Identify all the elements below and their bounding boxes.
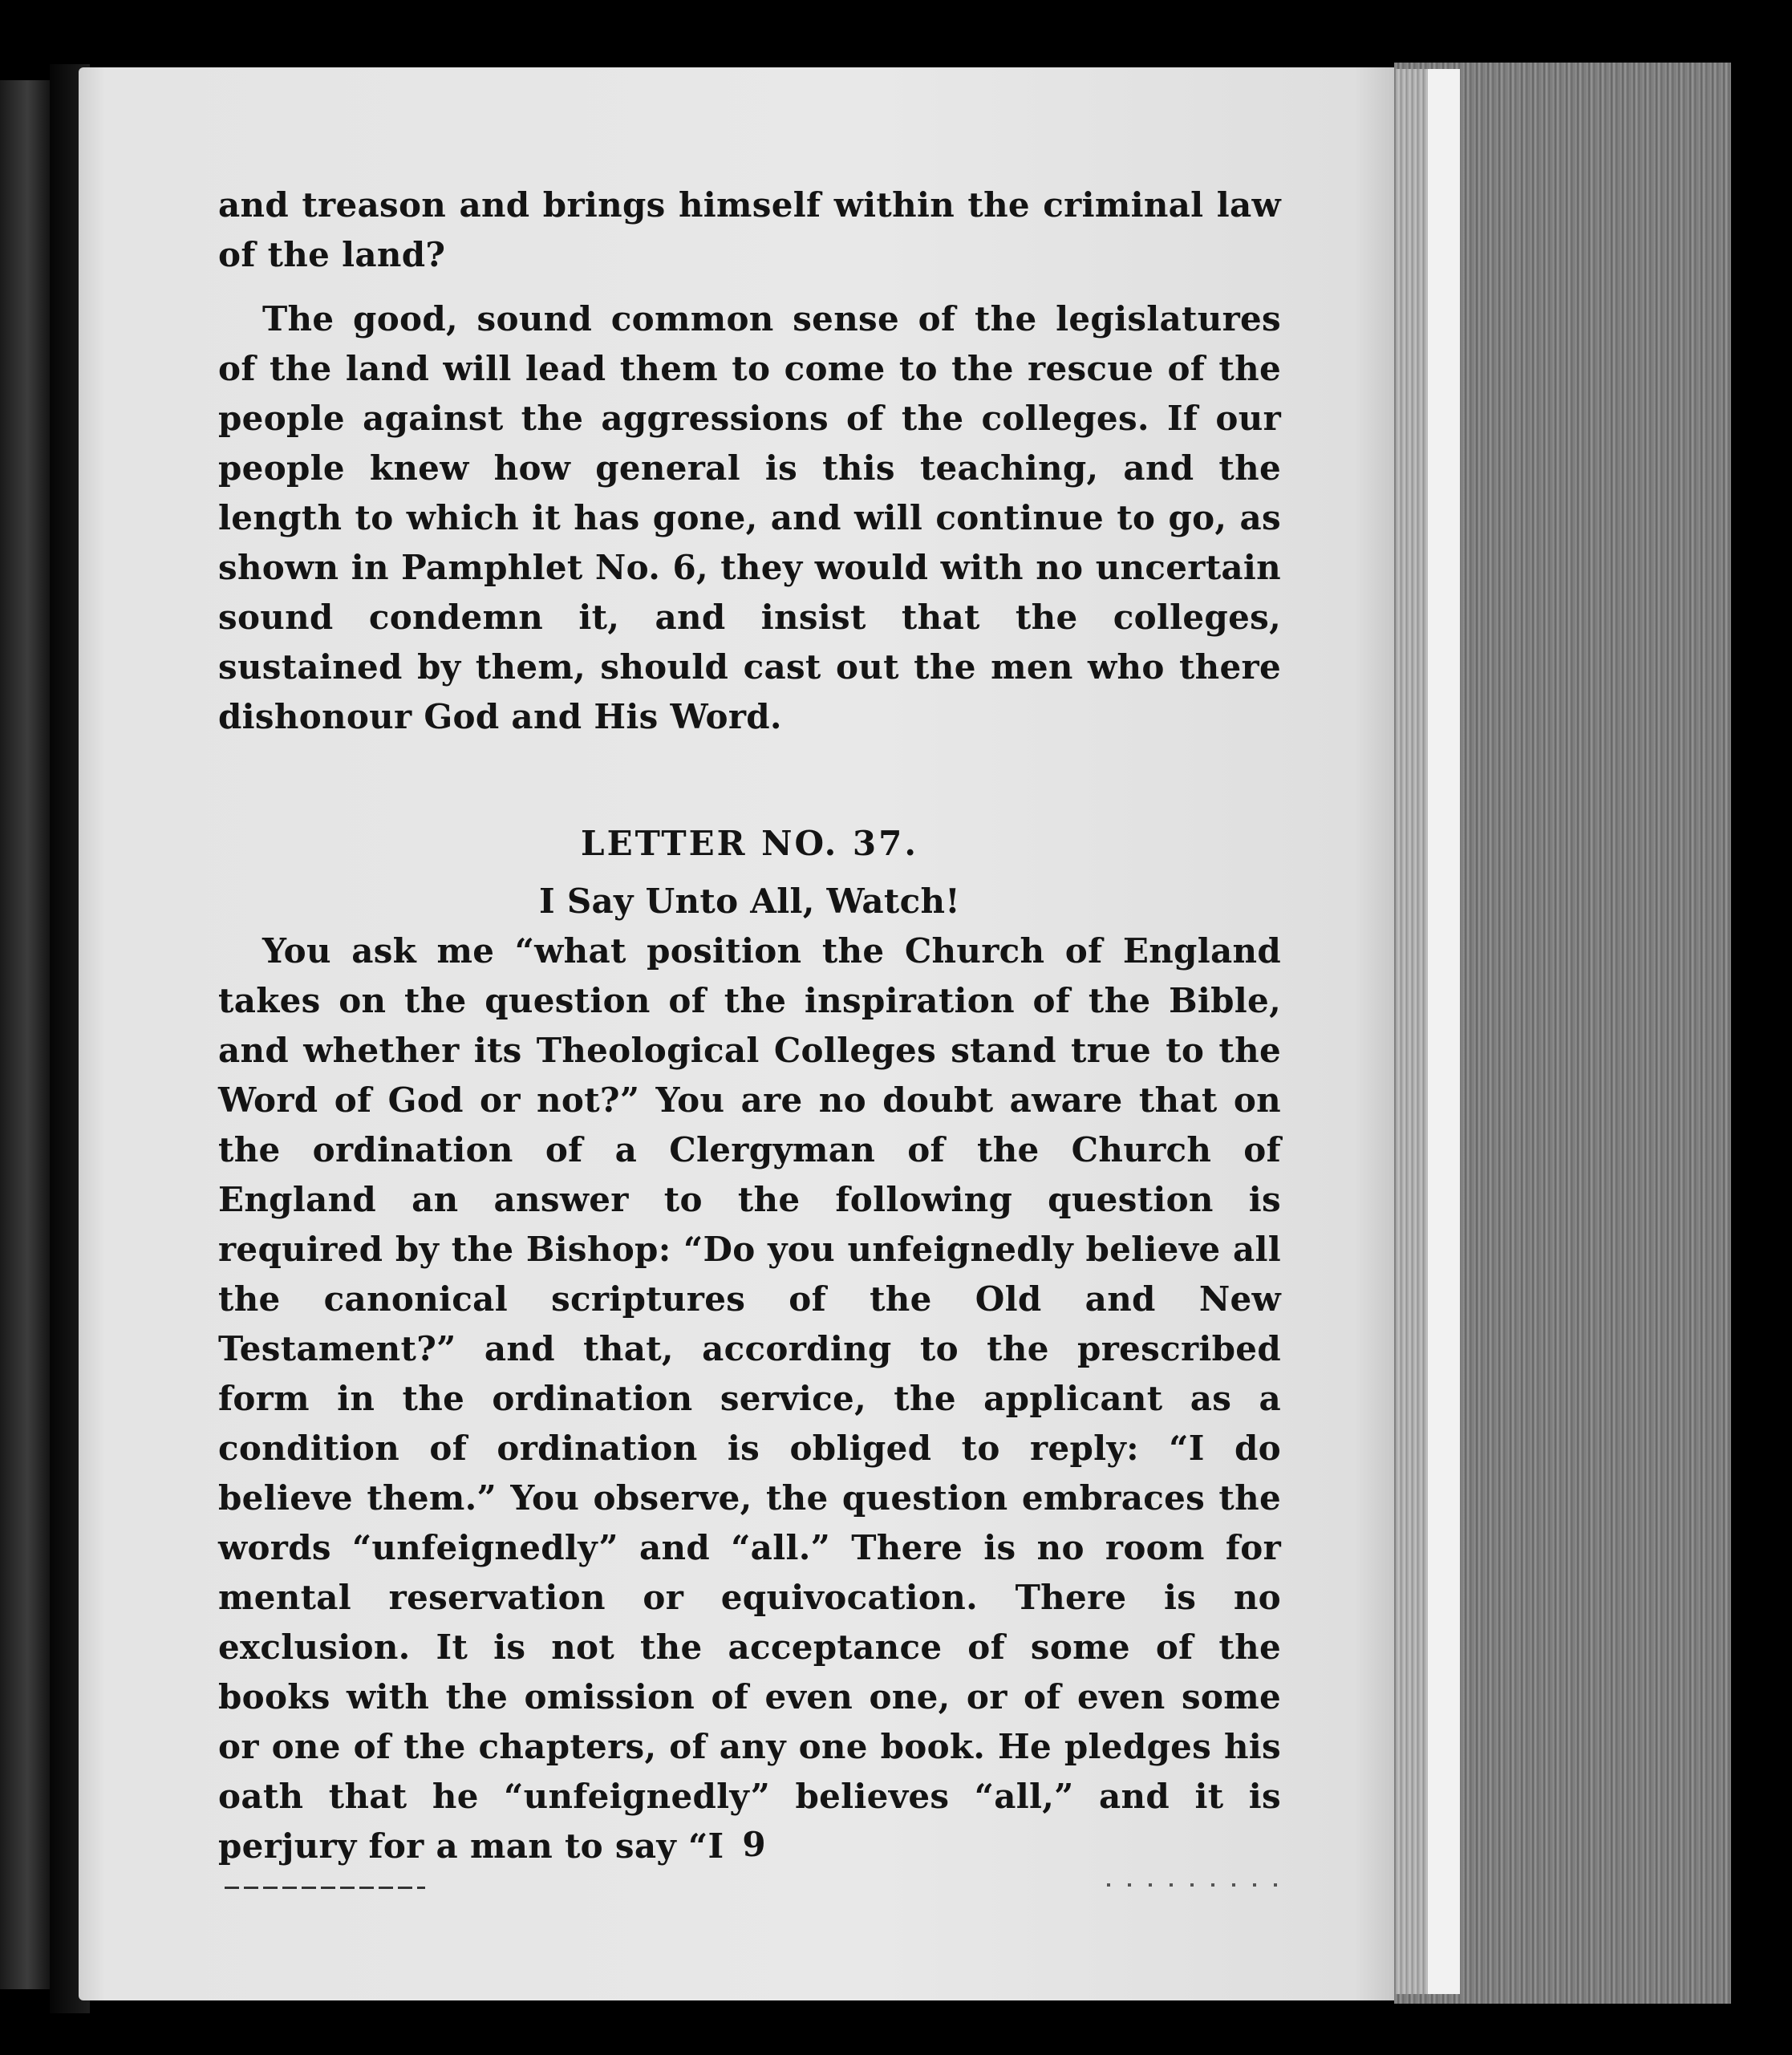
page-number: 9: [742, 1825, 766, 1864]
continued-paragraph: and treason and brings himself within the criminal law of the land?: [218, 185, 1281, 274]
page-edge-highlight: [1428, 69, 1460, 1994]
footer-rule: [225, 1887, 425, 1889]
page-text: [218, 180, 1281, 1871]
letter-title: LETTER NO. 37.: [581, 824, 918, 863]
letter-subtitle: I Say Unto All, Watch!: [538, 882, 961, 921]
left-page-edge: [0, 80, 50, 1989]
paragraph: The good, sound common sense of the legislatures of the land will lead them to come to the rescue of the people against the aggressions of the colleges. If our people knew how general is this teaching, and the length to which it has gone, and will continue to go, as shown in Pamphlet No. 6, they would with no uncertain sound condemn it, and insist that the colleges, sustained by them, should cast out the men who there dishonour God and His Word.: [218, 299, 1281, 736]
page-edge-shadow: [1396, 69, 1429, 1994]
letter-body: You ask me “what position the Church of England takes on the question of the inspiration of the Bible, and whether its Theological Colleges stand true to the Word of God or not?” You are no doubt aware that on the ordination of a Clergyman of the Church of England an answer to the following question is required by the Bishop: “Do you unfeignedly believe all the canonical scriptures of the Old and New Testament?” and that, according to the prescribed form in the ordination service, the applicant as a condition of ordination is obliged to reply: “I do believe them.” You observe, the question embraces the words “unfeignedly” and “all.” There is no room for mental reservation or equivocation. There is no exclusion. It is not the acceptance of some of the books with the omission of even one, or of even some or one of the chapters, of any one book. He pledges his oath that he “unfeignedly” believes “all,” and it is perjury for a man to say “I: [218, 931, 1281, 1866]
footer-marks: [1107, 1883, 1283, 1887]
